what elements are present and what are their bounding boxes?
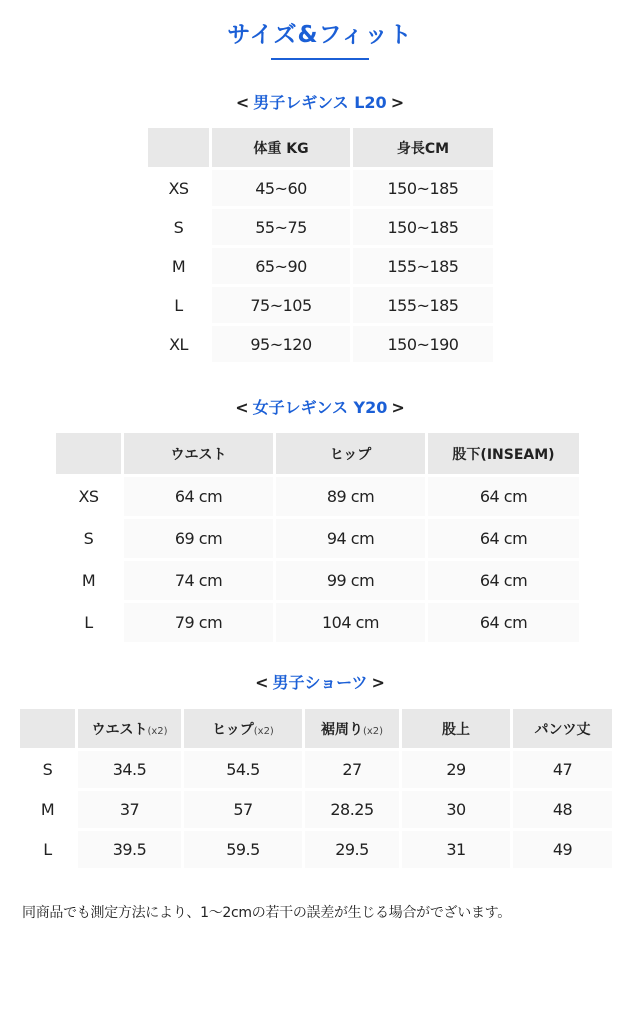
- men-shorts-title-text: 男子ショーツ: [272, 673, 368, 692]
- size-cell: S: [20, 748, 78, 788]
- header-weight: 体重 KG: [212, 128, 353, 167]
- size-cell: M: [56, 558, 124, 600]
- hem-cell: 29.5: [305, 828, 402, 868]
- header-length-label: パンツ丈: [534, 721, 591, 738]
- hem-cell: 27: [305, 748, 402, 788]
- waist-cell: 74 cm: [124, 558, 276, 600]
- waist-cell: 37: [78, 788, 184, 828]
- hip-cell: 57: [184, 788, 305, 828]
- header-corner: [56, 433, 124, 474]
- hip-cell: 104 cm: [276, 600, 428, 642]
- header-hip-suffix: (x2): [253, 725, 274, 737]
- hip-cell: 99 cm: [276, 558, 428, 600]
- length-cell: 49: [513, 828, 612, 868]
- height-cell: 155~185: [353, 284, 493, 323]
- table-row: [56, 474, 579, 516]
- men-leggings-table: [148, 128, 493, 362]
- header-corner: [20, 709, 78, 748]
- table-row: [148, 323, 493, 362]
- table-row: [20, 828, 612, 868]
- length-cell: 47: [513, 748, 612, 788]
- size-cell: S: [148, 206, 212, 245]
- header-hip: ヒップ: [276, 433, 428, 474]
- size-cell: XL: [148, 323, 212, 362]
- inseam-cell: 64 cm: [428, 474, 579, 516]
- table-row: [56, 600, 579, 642]
- men-leggings-title: [0, 90, 640, 113]
- hip-cell: 94 cm: [276, 516, 428, 558]
- table-row: [56, 558, 579, 600]
- header-waist-label: ウエスト: [91, 721, 148, 738]
- bracket-close: >: [391, 398, 405, 417]
- table-row: [56, 516, 579, 558]
- rise-cell: 30: [402, 788, 513, 828]
- size-cell: XS: [56, 474, 124, 516]
- size-cell: L: [148, 284, 212, 323]
- bracket-open: <: [235, 93, 250, 112]
- inseam-cell: 64 cm: [428, 558, 579, 600]
- men-leggings-title-text: 男子レギンス L20: [253, 93, 387, 112]
- table-header-row: [56, 433, 579, 474]
- hip-cell: 54.5: [184, 748, 305, 788]
- women-leggings-title-text: 女子レギンス Y20: [252, 398, 388, 417]
- women-leggings-title: [0, 395, 640, 418]
- header-rise-label: 股上: [442, 721, 470, 738]
- table-row: [20, 748, 612, 788]
- bracket-close: >: [390, 93, 405, 112]
- weight-cell: 55~75: [212, 206, 353, 245]
- header-waist-suffix: (x2): [147, 725, 168, 737]
- height-cell: 150~185: [353, 206, 493, 245]
- header-hip-label: ヒップ: [212, 721, 254, 738]
- header-inseam: 股下(INSEAM): [428, 433, 579, 474]
- header-hem-label: 裾周り: [320, 721, 363, 738]
- measurement-note: 同商品でも測定方法により、1〜2cmの若干の誤差が生じる場合がでざいます。: [22, 905, 511, 921]
- weight-cell: 95~120: [212, 323, 353, 362]
- size-cell: XS: [148, 167, 212, 206]
- inseam-cell: 64 cm: [428, 600, 579, 642]
- waist-cell: 79 cm: [124, 600, 276, 642]
- header-height: 身長CM: [353, 128, 493, 167]
- size-cell: L: [20, 828, 78, 868]
- page-title: サイズ&フィット: [227, 22, 413, 48]
- header-hip: [184, 709, 305, 748]
- bracket-open: <: [235, 398, 249, 417]
- men-shorts-title: [0, 670, 640, 693]
- weight-cell: 45~60: [212, 167, 353, 206]
- header-hem: [305, 709, 402, 748]
- men-shorts-table: [20, 709, 612, 868]
- weight-cell: 65~90: [212, 245, 353, 284]
- bracket-open: <: [255, 673, 269, 692]
- height-cell: 155~185: [353, 245, 493, 284]
- table-header-row: [148, 128, 493, 167]
- hem-cell: 28.25: [305, 788, 402, 828]
- title-underline: [271, 58, 369, 60]
- table-header-row: [20, 709, 612, 748]
- waist-cell: 69 cm: [124, 516, 276, 558]
- height-cell: 150~185: [353, 167, 493, 206]
- waist-cell: 39.5: [78, 828, 184, 868]
- size-cell: M: [20, 788, 78, 828]
- table-row: [148, 245, 493, 284]
- size-cell: M: [148, 245, 212, 284]
- waist-cell: 34.5: [78, 748, 184, 788]
- hip-cell: 89 cm: [276, 474, 428, 516]
- table-row: [148, 206, 493, 245]
- women-leggings-table: [56, 433, 579, 642]
- height-cell: 150~190: [353, 323, 493, 362]
- weight-cell: 75~105: [212, 284, 353, 323]
- header-waist: ウエスト: [124, 433, 276, 474]
- waist-cell: 64 cm: [124, 474, 276, 516]
- bracket-close: >: [371, 673, 385, 692]
- table-row: [20, 788, 612, 828]
- size-cell: L: [56, 600, 124, 642]
- size-cell: S: [56, 516, 124, 558]
- rise-cell: 31: [402, 828, 513, 868]
- header-waist: [78, 709, 184, 748]
- header-rise: [402, 709, 513, 748]
- header-hem-suffix: (x2): [362, 725, 384, 737]
- inseam-cell: 64 cm: [428, 516, 579, 558]
- header-corner: [148, 128, 212, 167]
- table-row: [148, 167, 493, 206]
- hip-cell: 59.5: [184, 828, 305, 868]
- length-cell: 48: [513, 788, 612, 828]
- rise-cell: 29: [402, 748, 513, 788]
- header-length: [513, 709, 612, 748]
- table-row: [148, 284, 493, 323]
